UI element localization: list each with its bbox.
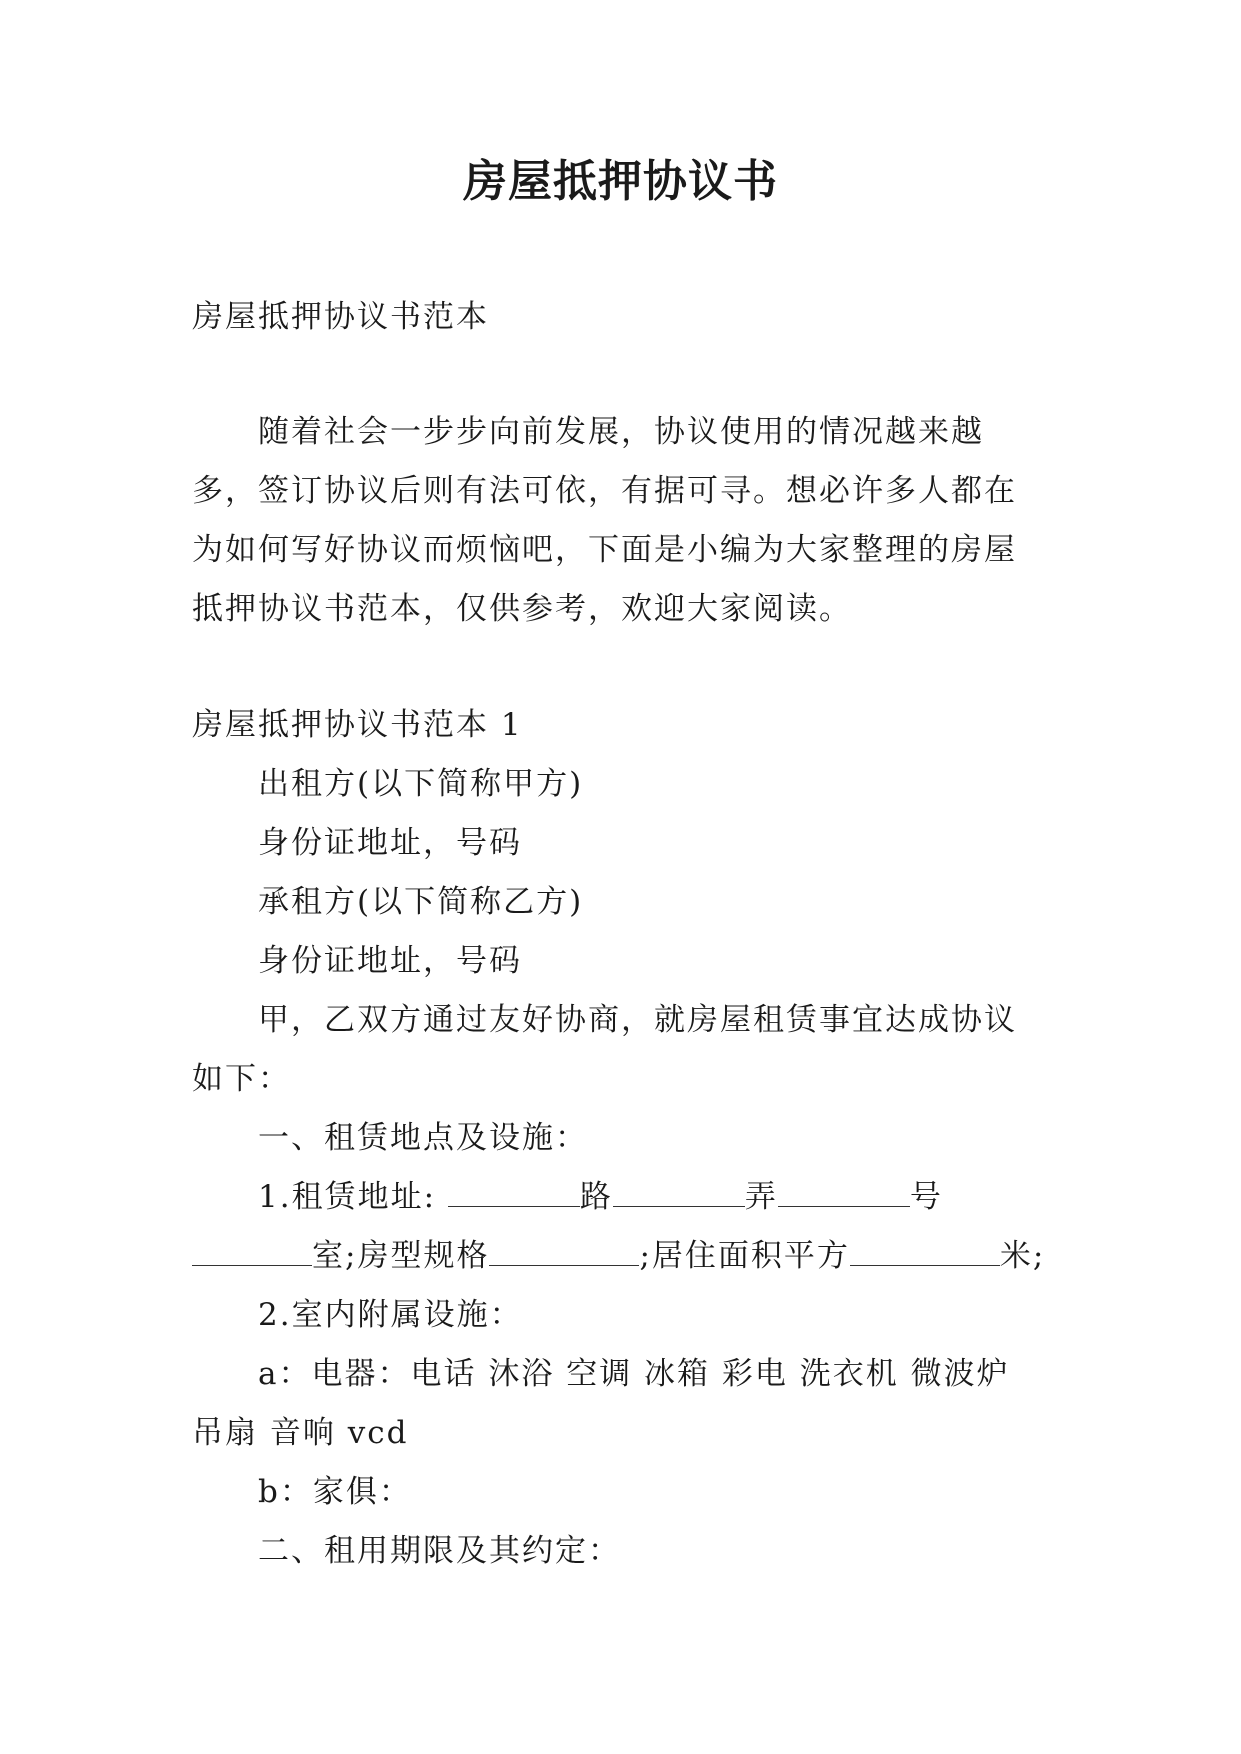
area-label: ;居住面积平方	[639, 1238, 850, 1274]
room-type-label: 室;房型规格	[312, 1238, 490, 1274]
sample-agreement	[192, 696, 1047, 1581]
lessee-id-line: 身份证地址，号码	[258, 943, 522, 979]
area-unit-label: 米;	[999, 1238, 1046, 1274]
room-type-blank	[489, 1235, 639, 1266]
lessee-line: 承租方(以下简称乙方)	[258, 884, 584, 920]
lessor-line: 出租方(以下简称甲方)	[258, 766, 584, 802]
road-label: 路	[579, 1179, 613, 1215]
area-blank	[850, 1235, 1000, 1266]
lessor-id-line: 身份证地址，号码	[258, 825, 522, 861]
rental-address-item	[192, 1168, 1047, 1286]
number-label: 号	[909, 1179, 943, 1215]
appliances-item: a：电器：电话 沐浴 空调 冰箱 彩电 洗衣机 微波炉 吊扇 音响 vcd	[192, 1356, 1010, 1451]
facilities-item: 2.室内附属设施：	[258, 1297, 523, 1333]
document-subtitle: 房屋抵押协议书范本	[192, 299, 489, 335]
lane-blank	[613, 1176, 745, 1207]
document-title: 房屋抵押协议书	[463, 156, 778, 207]
number-blank	[778, 1176, 910, 1207]
lane-label: 弄	[744, 1179, 778, 1215]
furniture-item: b：家俱：	[258, 1474, 412, 1510]
section-1-heading: 一、租赁地点及设施：	[258, 1120, 588, 1156]
road-blank	[448, 1176, 580, 1207]
section-2-heading: 二、租用期限及其约定：	[258, 1533, 621, 1569]
preamble-paragraph: 甲，乙双方通过友好协商，就房屋租赁事宜达成协议如下：	[192, 1002, 1017, 1097]
intro-paragraph	[192, 403, 1047, 639]
room-blank	[192, 1235, 312, 1266]
sample-heading: 房屋抵押协议书范本 1	[192, 707, 523, 743]
intro-text: 随着社会一步步向前发展，协议使用的情况越来越多，签订协议后则有法可依，有据可寻。想必许多人都在为如何写好协议而烦恼吧，下面是小编为大家整理的房屋抵押协议书范本，仅供参考，欢迎大家阅读。	[192, 414, 1017, 627]
rental-address-label: 1.租赁地址:	[258, 1179, 437, 1215]
